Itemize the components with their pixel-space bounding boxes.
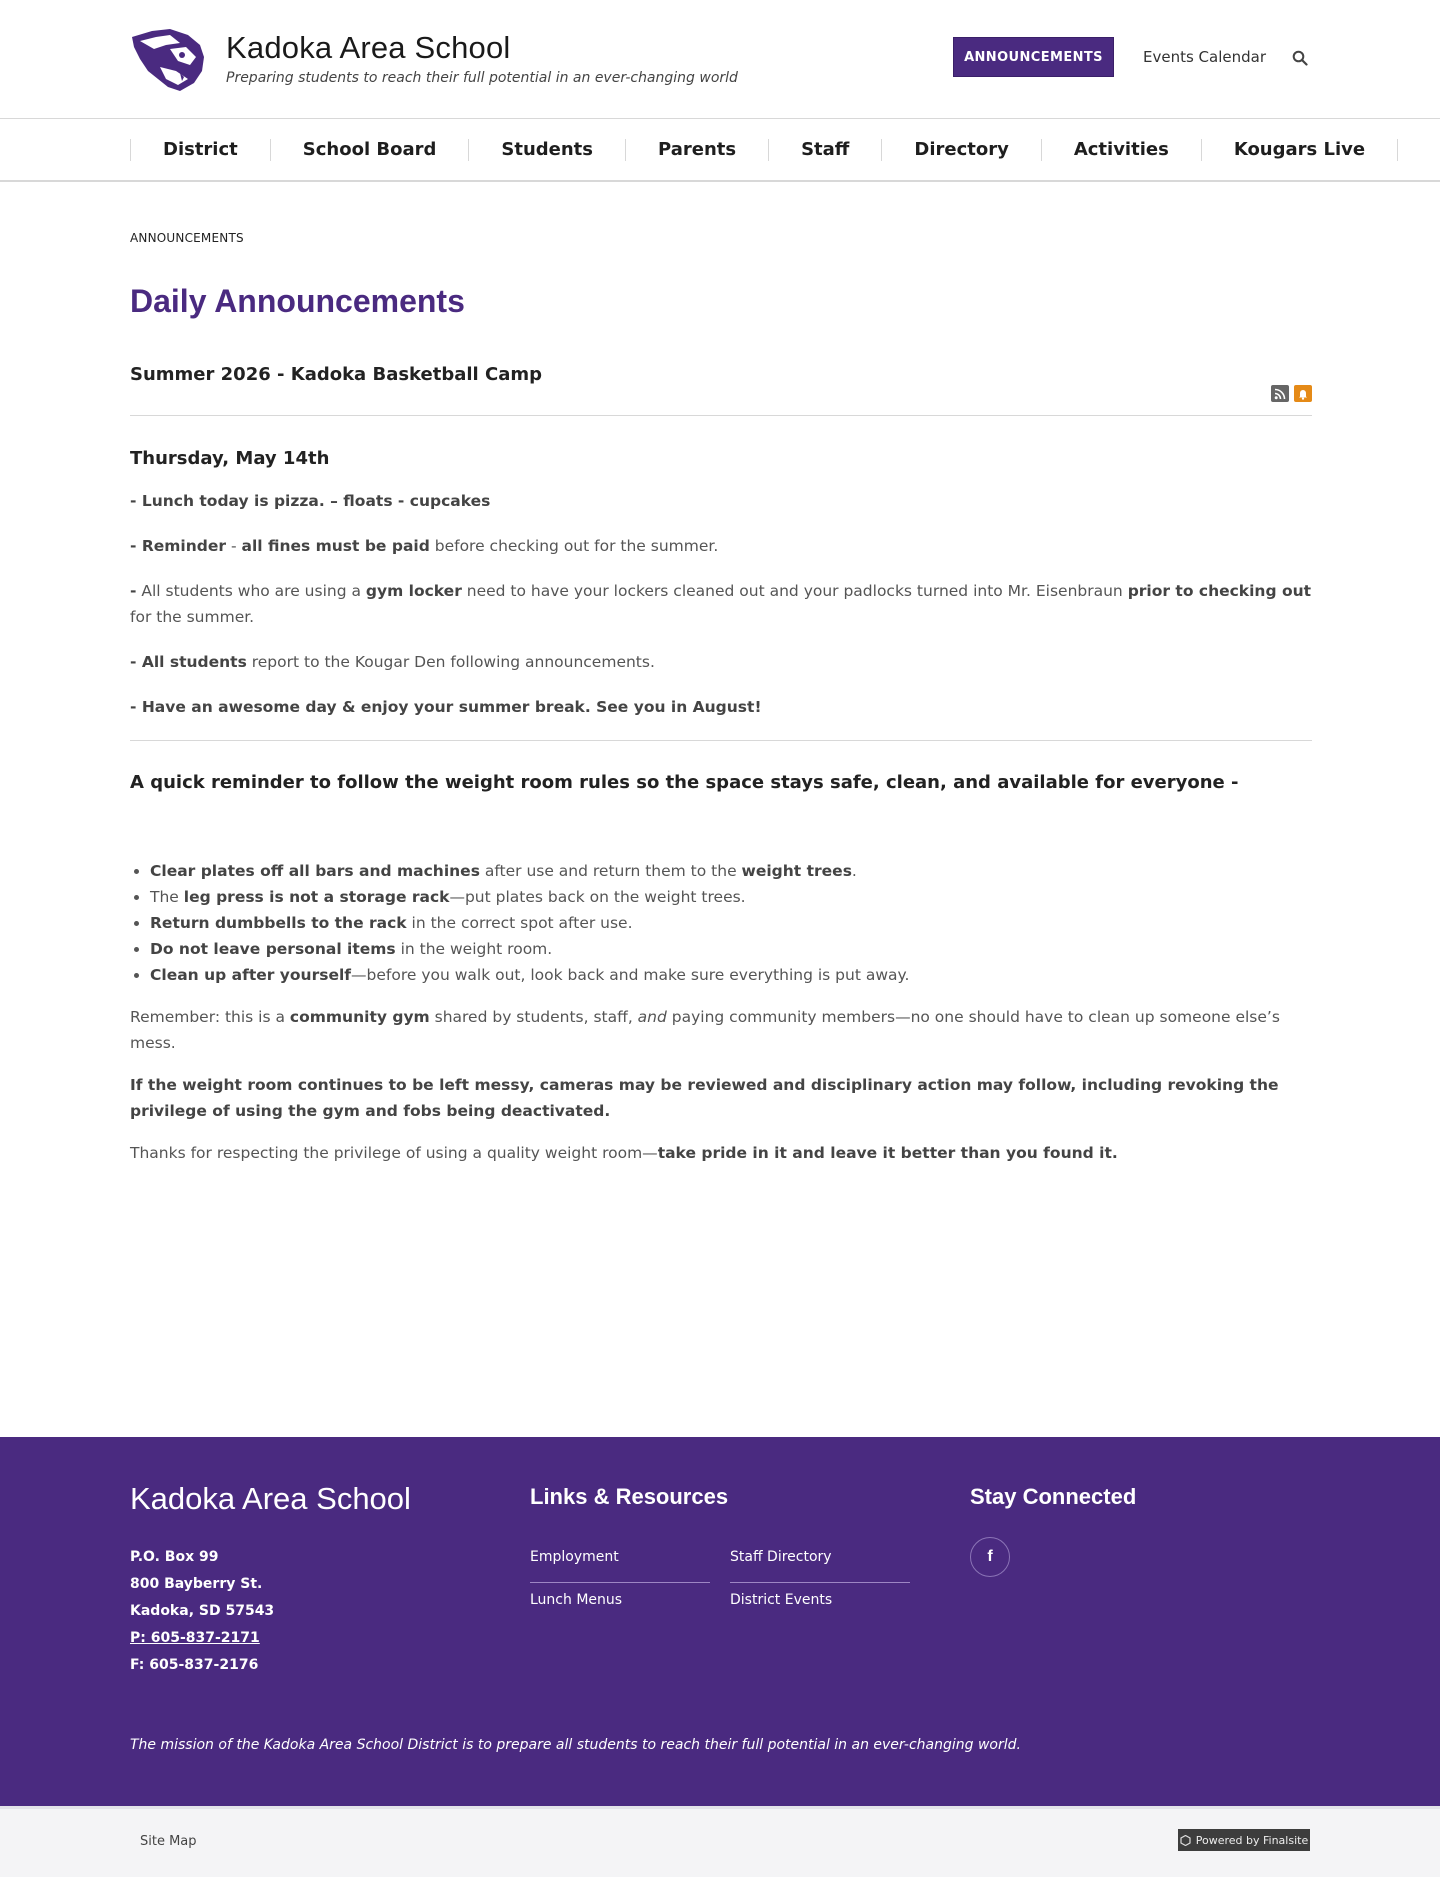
list-item: • Do not leave personal items in the weight room. <box>150 936 1312 962</box>
announcement-gym-locker: - All students who are using a gym locker need to have your lockers cleaned out and your padlocks turned into Mr. Eisenbraun prior to checking out for the summer. <box>130 582 1312 626</box>
footer-address <box>130 1544 274 1679</box>
announcements-button[interactable]: ANNOUNCEMENTS <box>953 37 1114 77</box>
nav-item-staff[interactable]: Staff <box>768 139 881 161</box>
list-item: • Clean up after yourself—before you walk out, look back and make sure everything is put away. <box>150 962 1312 988</box>
divider <box>130 740 1312 741</box>
page-title: Daily Announcements <box>130 283 465 319</box>
announcement-kougar-den: - All students report to the Kougar Den following announcements. <box>130 653 655 671</box>
list-item: • The leg press is not a storage rack—put plates back on the weight trees. <box>150 884 1312 910</box>
post-title[interactable]: Summer 2026 - Kadoka Basketball Camp <box>130 364 542 385</box>
footer-link-staff-directory[interactable]: Staff Directory <box>730 1544 910 1583</box>
footer-links <box>530 1544 910 1622</box>
thanks-paragraph: Thanks for respecting the privilege of using a quality weight room—take pride in it and leave it better than you found it. <box>130 1144 1118 1162</box>
events-calendar-link[interactable]: Events Calendar <box>1143 48 1267 66</box>
divider <box>130 415 1312 416</box>
powered-by-badge[interactable] <box>1178 1829 1310 1851</box>
footer-link-lunch-menus[interactable]: Lunch Menus <box>530 1592 623 1608</box>
post-tools <box>1271 385 1312 402</box>
community-gym-paragraph: Remember: this is a community gym shared by students, staff, and paying community members—no one should have to clean up someone else’s mess. <box>130 1008 1280 1052</box>
nav-item-kougars-live[interactable]: Kougars Live <box>1201 139 1398 161</box>
facebook-icon[interactable]: f <box>970 1537 1010 1577</box>
day-heading: Thursday, May 14th <box>130 448 330 469</box>
finalsite-icon <box>1180 1835 1191 1846</box>
main-content <box>0 182 1440 1437</box>
rss-icon[interactable] <box>1271 385 1289 402</box>
announcement-lunch: - Lunch today is pizza. – floats - cupcakes <box>130 492 491 510</box>
fax-number: F: 605-837-2176 <box>130 1657 259 1673</box>
address-line: P.O. Box 99 <box>130 1549 219 1565</box>
main-nav <box>0 119 1440 182</box>
warning-paragraph: If the weight room continues to be left messy, cameras may be reviewed and disciplinary action may follow, including revoking the privilege of using the gym and fobs being deactivated. <box>130 1076 1279 1120</box>
site-tagline: Preparing students to reach their full potential in an ever-changing world <box>226 70 738 86</box>
nav-item-parents[interactable]: Parents <box>625 139 768 161</box>
site-map-link[interactable]: Site Map <box>140 1834 197 1849</box>
links-resources-heading: Links & Resources <box>530 1484 729 1509</box>
list-item: • Return dumbbells to the rack in the correct spot after use. <box>150 910 1312 936</box>
phone-link[interactable]: P: 605-837-2171 <box>130 1630 260 1646</box>
weight-room-heading: A quick reminder to follow the weight room rules so the space stays safe, clean, and available for everyone - <box>130 772 1239 793</box>
announcement-fines: - Reminder - all fines must be paid before checking out for the summer. <box>130 537 719 555</box>
kougar-logo-icon[interactable] <box>130 27 206 93</box>
nav-item-students[interactable]: Students <box>468 139 625 161</box>
nav-item-directory[interactable]: Directory <box>881 139 1040 161</box>
stay-connected-heading: Stay Connected <box>970 1484 1137 1509</box>
mission-statement: The mission of the Kadoka Area School District is to prepare all students to reach their full potential in an ever-changing world. <box>130 1737 1021 1753</box>
footer-link-employment[interactable]: Employment <box>530 1544 710 1583</box>
footer-link-district-events[interactable]: District Events <box>730 1592 833 1608</box>
bell-icon[interactable] <box>1294 385 1312 402</box>
site-footer <box>0 1437 1440 1806</box>
address-line: Kadoka, SD 57543 <box>130 1603 275 1619</box>
powered-by-label: Powered by Finalsite <box>1195 1833 1309 1847</box>
bottom-bar <box>0 1806 1440 1877</box>
footer-title: Kadoka Area School <box>130 1481 411 1516</box>
list-item: • Clear plates off all bars and machines after use and return them to the weight trees. <box>150 858 1312 884</box>
breadcrumb[interactable]: ANNOUNCEMENTS <box>130 231 244 245</box>
nav-item-school-board[interactable]: School Board <box>270 139 469 161</box>
nav-item-activities[interactable]: Activities <box>1041 139 1201 161</box>
site-header <box>0 0 1440 119</box>
nav-item-district[interactable]: District <box>130 139 270 161</box>
search-icon[interactable] <box>1292 50 1308 66</box>
announcement-summer-break: - Have an awesome day & enjoy your summer break. See you in August! <box>130 698 762 716</box>
address-line: 800 Bayberry St. <box>130 1576 263 1592</box>
weight-room-rules-list <box>130 858 1312 988</box>
site-title[interactable]: Kadoka Area School <box>226 30 511 65</box>
